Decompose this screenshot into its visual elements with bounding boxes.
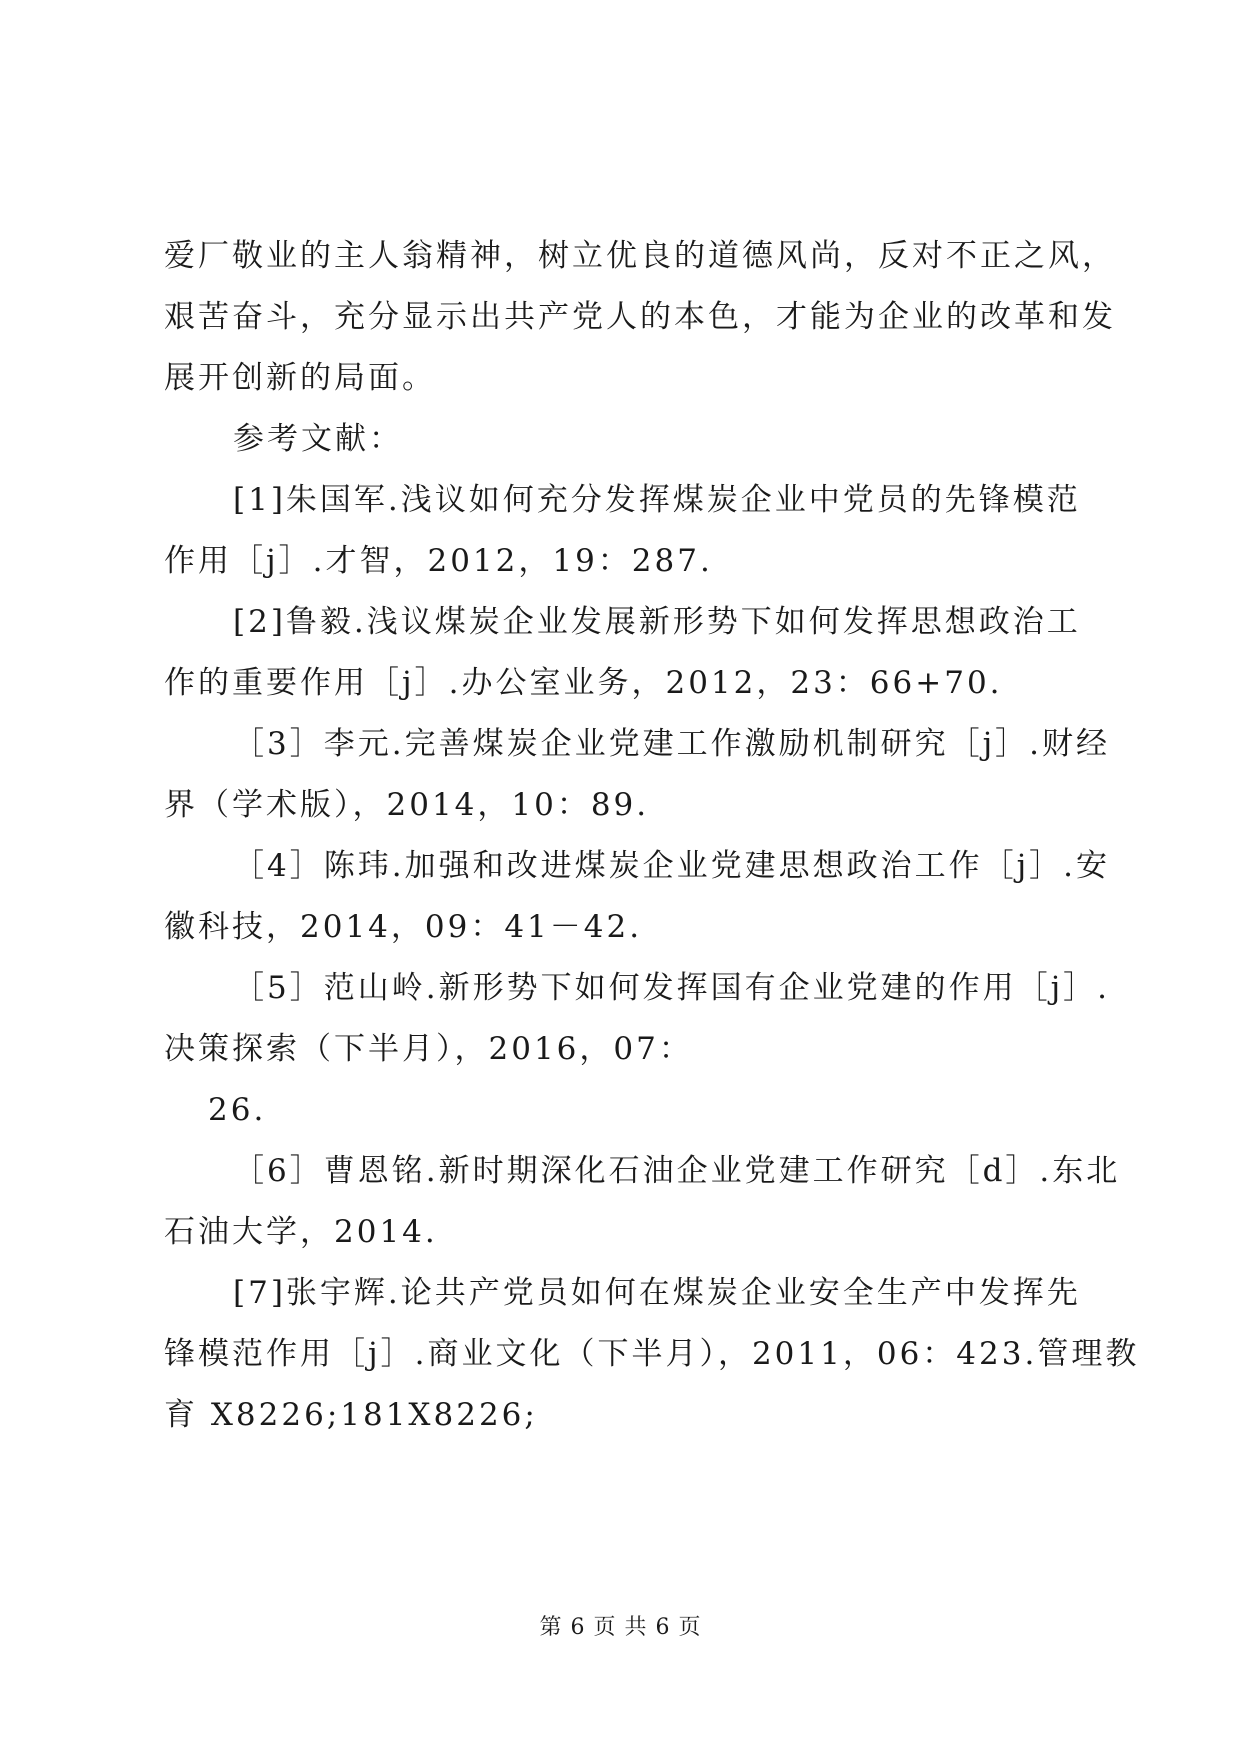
reference-5-line-3: 26. (208, 1092, 267, 1128)
reference-3-line-1: ［3］李元.完善煤炭企业党建工作激励机制研究［j］.财经 (233, 726, 1111, 762)
reference-1-line-1: [1]朱国军.浅议如何充分发挥煤炭企业中党员的先锋模范 (233, 482, 1081, 518)
reference-4-line-2: 徽科技，2014，09：41－42. (164, 909, 643, 945)
reference-6-line-2: 石油大学，2014. (164, 1214, 438, 1250)
reference-1-line-2: 作用［j］.才智，2012，19：287. (164, 543, 713, 579)
reference-7-line-1: [7]张宇辉.论共产党员如何在煤炭企业安全生产中发挥先 (233, 1275, 1081, 1311)
reference-4-line-1: ［4］陈玮.加强和改进煤炭企业党建思想政治工作［j］.安 (233, 848, 1111, 884)
reference-5-line-1: ［5］范山岭.新形势下如何发挥国有企业党建的作用［j］. (233, 970, 1111, 1006)
reference-2-line-2: 作的重要作用［j］.办公室业务，2012，23：66+70. (164, 665, 1003, 701)
reference-5-line-2: 决策探索（下半月），2016，07： (164, 1031, 693, 1067)
reference-6-line-1: ［6］曹恩铭.新时期深化石油企业党建工作研究［d］.东北 (233, 1153, 1121, 1189)
paragraph-line: 爱厂敬业的主人翁精神，树立优良的道德风尚，反对不正之风， (164, 238, 1116, 274)
page-footer: 第 6 页 共 6 页 (539, 1615, 702, 1640)
references-heading: 参考文献： (233, 421, 403, 457)
paragraph-line: 艰苦奋斗，充分显示出共产党人的本色，才能为企业的改革和发 (164, 299, 1116, 335)
reference-3-line-2: 界（学术版），2014，10：89. (164, 787, 650, 823)
reference-7-line-2: 锋模范作用［j］.商业文化（下半月），2011，06：423.管理教 (164, 1336, 1140, 1372)
paragraph-line: 展开创新的局面。 (164, 360, 436, 396)
body-text (164, 226, 1140, 1446)
reference-2-line-1: [2]鲁毅.浅议煤炭企业发展新形势下如何发挥思想政治工 (233, 604, 1081, 640)
reference-7-line-3: 育 X8226;181X8226; (164, 1397, 538, 1433)
